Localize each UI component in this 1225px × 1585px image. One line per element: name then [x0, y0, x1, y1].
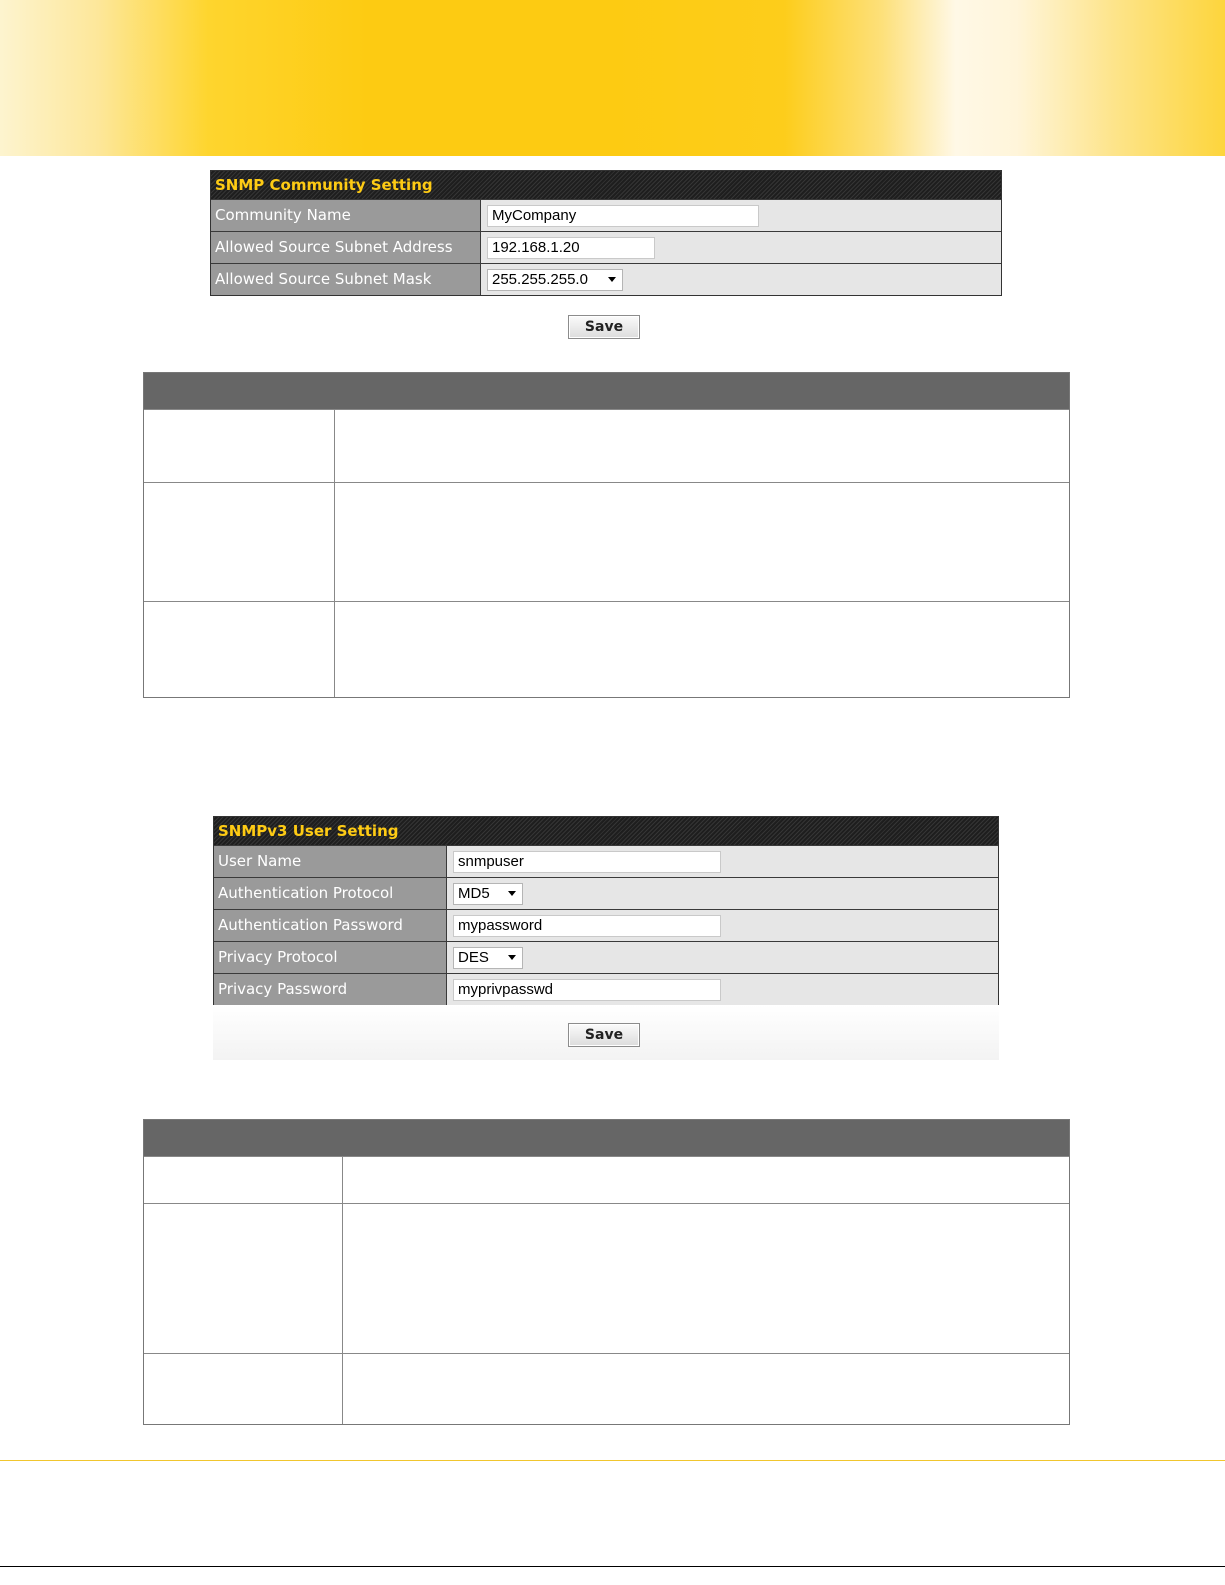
table-cell: [144, 602, 335, 697]
community-name-input[interactable]: [487, 205, 759, 227]
description-table: [143, 372, 1070, 698]
snmp-community-panel: [210, 170, 1002, 296]
community-name-row: [211, 199, 1001, 231]
table-cell: [343, 1204, 1069, 1353]
source-subnet-address-input[interactable]: [487, 237, 655, 259]
table-cell: [144, 1354, 343, 1424]
table-cell: [144, 410, 335, 482]
table-cell: [343, 1354, 1069, 1424]
save-button[interactable]: Save: [568, 315, 640, 339]
select-value: 255.255.255.0: [492, 271, 588, 288]
panel-title: SNMPv3 User Setting: [214, 817, 998, 845]
privacy-protocol-row: [214, 941, 998, 973]
table-header: [144, 1120, 1069, 1156]
privacy-password-row: [214, 973, 998, 1005]
row-label: Privacy Password: [214, 974, 447, 1005]
row-label: Community Name: [211, 200, 481, 231]
page-bottom-border: [0, 1566, 1225, 1567]
description-table: [143, 1119, 1070, 1425]
chevron-down-icon: [608, 277, 616, 282]
row-label: Allowed Source Subnet Mask: [211, 264, 481, 295]
row-label: User Name: [214, 846, 447, 877]
table-row: [144, 409, 1069, 482]
row-label: Authentication Password: [214, 910, 447, 941]
auth-protocol-row: [214, 877, 998, 909]
save-button[interactable]: Save: [568, 1023, 640, 1047]
select-value: MD5: [458, 885, 490, 902]
table-header: [144, 373, 1069, 409]
table-cell: [144, 1204, 343, 1353]
table-cell: [144, 483, 335, 601]
table-row: [144, 482, 1069, 601]
source-subnet-mask-select[interactable]: [487, 269, 623, 291]
privacy-password-input[interactable]: [453, 979, 721, 1001]
table-cell: [343, 1157, 1069, 1203]
table-row: [144, 601, 1069, 697]
select-value: DES: [458, 949, 489, 966]
table-row: [144, 1203, 1069, 1353]
table-cell: [335, 410, 1069, 482]
chevron-down-icon: [508, 955, 516, 960]
auth-password-row: [214, 909, 998, 941]
table-row: [144, 1353, 1069, 1424]
footer-divider: [0, 1460, 1225, 1461]
table-cell: [335, 602, 1069, 697]
row-label: Authentication Protocol: [214, 878, 447, 909]
privacy-protocol-select[interactable]: [453, 947, 523, 969]
table-cell: [144, 1157, 343, 1203]
user-name-input[interactable]: [453, 851, 721, 873]
panel-title: SNMP Community Setting: [211, 171, 1001, 199]
table-cell: [335, 483, 1069, 601]
table-row: [144, 1156, 1069, 1203]
row-label: Allowed Source Subnet Address: [211, 232, 481, 263]
auth-password-input[interactable]: [453, 915, 721, 937]
user-name-row: [214, 845, 998, 877]
row-label: Privacy Protocol: [214, 942, 447, 973]
snmpv3-user-panel: [213, 816, 999, 1006]
source-subnet-address-row: [211, 231, 1001, 263]
auth-protocol-select[interactable]: [453, 883, 523, 905]
source-subnet-mask-row: [211, 263, 1001, 295]
chevron-down-icon: [508, 891, 516, 896]
header-banner: [0, 0, 1225, 156]
